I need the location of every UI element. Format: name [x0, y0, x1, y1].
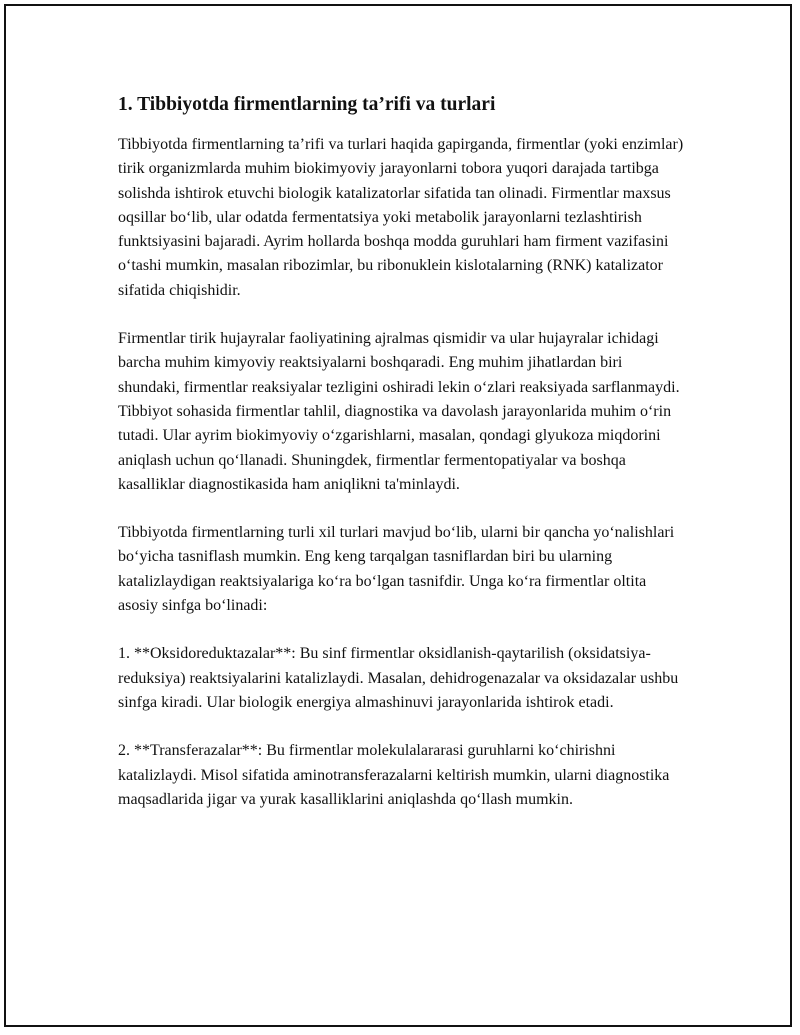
paragraph-oxidoreductases: 1. **Oksidoreduktazalar**: Bu sinf firmentlar oksidlanish-qaytarilish (oksidatsiya-reduksiya) reaktsiyalarini katalizlaydi. Masalan, dehidrogenazalar va oksidazalar ushbu sinfga kiradi. Ular biologik energiya almashinuvi jarayonlarida ishtirok etadi.: [118, 645, 679, 711]
section-heading: 1. Tibbiyotda firmentlarning ta’rifi va turlari: [118, 94, 496, 115]
paragraph-transferases: 2. **Transferazalar**: Bu firmentlar molekulalararasi guruhlarni ko‘chirishni katalizlaydi. Misol sifatida aminotransferazalarni keltirish mumkin, ularni diagnostika maqsadlarida jigar va yurak kasalliklarini aniqlashda qo‘llash mumkin.: [118, 742, 670, 808]
document-body: [118, 92, 688, 836]
paragraph-definition: Tibbiyotda firmentlarning ta’rifi va turlari haqida gapirganda, firmentlar (yoki enzimlar) tirik organizmlarda muhim biokimyoviy jarayonlarni tobora yuqori darajada tartibga solishda ishtirok etuvchi biologik katalizatorlar sifatida tan olinadi. Firmentlar maxsus oqsillar bo‘lib, ular odatda fermentatsiya yoki metabolik jarayonlarni tezlashtirish funktsiyasini bajaradi. Ayrim hollarda boshqa modda guruhlari ham firment vazifasini o‘tashi mumkin, masalan ribozimlar, bu ribonuklein kislotalarning (RNK) katalizator sifatida chiqishidir.: [118, 136, 684, 299]
paragraph-role: Firmentlar tirik hujayralar faoliyatining ajralmas qismidir va ular hujayralar ichidagi barcha muhim kimyoviy reaktsiyalarni boshqaradi. Eng muhim jihatlardan biri shundaki, firmentlar reaksiyalar tezligini oshiradi lekin o‘zlari reaksiyada sarflanmaydi. Tibbiyot sohasida firmentlar tahlil, diagnostika va davolash jarayonlarida muhim o‘rin tutadi. Ular ayrim biokimyoviy o‘zgarishlarni, masalan, qondagi glyukoza miqdorini aniqlash uchun qo‘llanadi. Shuningdek, firmentlar fermentopatiyalar va boshqa kasalliklar diagnostikasida ham aniqlikni ta'minlaydi.: [118, 330, 680, 493]
paragraph-classification: Tibbiyotda firmentlarning turli xil turlari mavjud bo‘lib, ularni bir qancha yo‘nalishlari bo‘yicha tasniflash mumkin. Eng keng tarqalgan tasniflardan biri bu ularning katalizlaydigan reaktsiyalariga ko‘ra bo‘lgan tasnifdir. Unga ko‘ra firmentlar oltita asosiy sinfga bo‘linadi:: [118, 524, 675, 615]
